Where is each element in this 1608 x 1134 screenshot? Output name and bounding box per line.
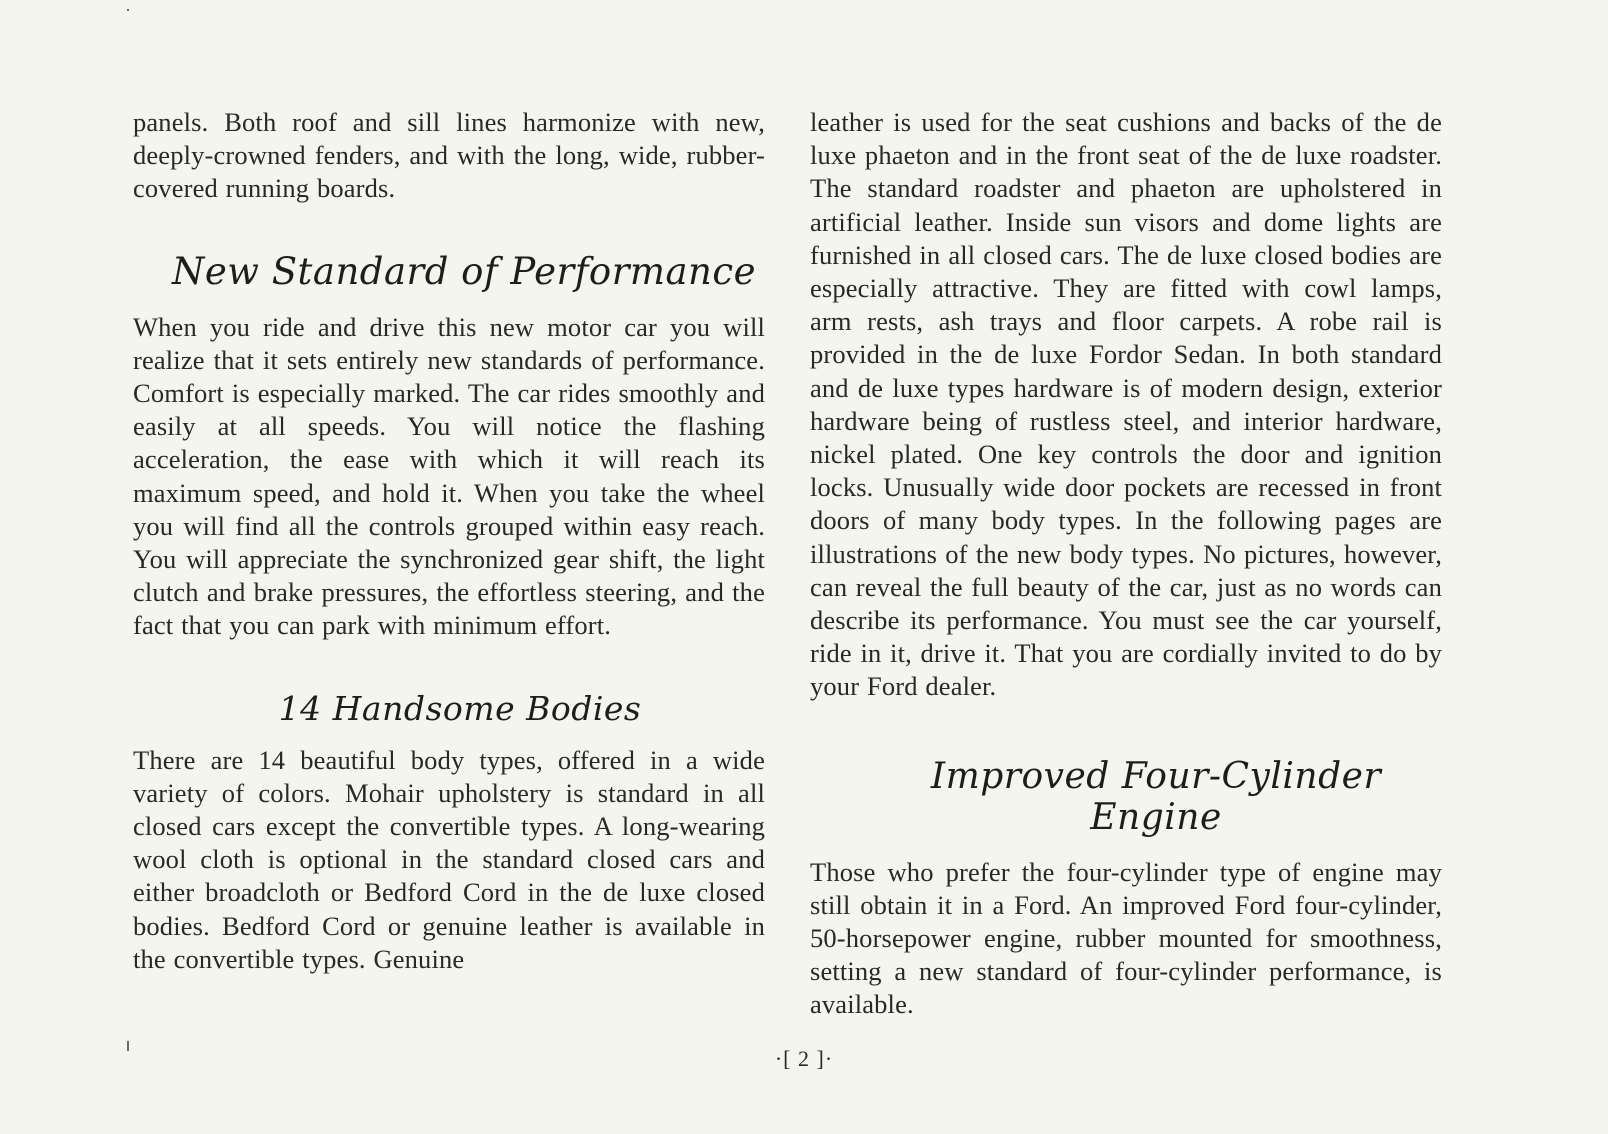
bodies-paragraph: There are 14 beautiful body types, offered in a wide variety of colors. Mohair upholstery is standard in all closed cars except the convertible types. A long-wearing wool cloth is optional in the standard closed cars and either broadcloth or Bedford Cord in the de luxe closed bodies. Bedford Cord or genuine leather is available in the convertible types. Genuine <box>133 744 765 974</box>
paper-speck <box>127 9 129 11</box>
page-number: ·[ 2 ]· <box>774 1046 834 1071</box>
performance-paragraph: When you ride and drive this new motor car you will realize that it sets entirely new standards of performance. Comfort is especially marked. The car rides smoothly and easily at all speeds. You will notice the flashing acceleration, the ease with which it will reach its maximum speed, and hold it. When you take the wheel you will find all the controls grouped within easy reach. You will appreciate the synchronized gear shift, the light clutch and brake pressures, the effortless steering, and the fact that you can park with minimum effort. <box>133 311 765 641</box>
upholstery-paragraph: leather is used for the seat cushions and backs of the de luxe phaeton and in the front seat of the de luxe roadster. The standard roadster and phaeton are upholstered in artificial leather. Inside sun visors and dome lights are furnished in all closed cars. The de luxe closed bodies are especially attractive. They are fitted with cowl lamps, arm rests, ash trays and floor carpets. A robe rail is provided in the de luxe Fordor Sedan. In both standard and de luxe types hardware is of modern design, exterior hardware being of rustless steel, and interior hardware, nickel plated. One key controls the door and ignition locks. Unusually wide door pockets are recessed in front doors of many body types. In the following pages are illustrations of the new body types. No pictures, however, can reveal the full beauty of the car, just as no words can describe its performance. You must see the car yourself, ride in it, drive it. That you are cordially invited to do by your Ford dealer. <box>810 107 1442 702</box>
engine-paragraph: Those who prefer the four-cylinder type of engine may still obtain it in a Ford. An improved Ford four-cylinder, 50-horsepower engine, rubber mounted for smoothness, setting a new standard of four-cylinder performance, is available. <box>810 856 1442 1020</box>
right-column <box>810 106 1442 1022</box>
heading-improved-four-cylinder-engine: Improved Four-Cylinder Engine <box>930 755 1382 838</box>
intro-paragraph: panels. Both roof and sill lines harmonize with new, deeply-crowned fenders, and with the long, wide, rubber-covered running boards. <box>133 107 765 204</box>
heading-new-standard-of-performance: New Standard of Performance <box>172 249 756 293</box>
heading-handsome-bodies: 14 Handsome Bodies <box>278 688 642 728</box>
left-column <box>133 106 765 976</box>
